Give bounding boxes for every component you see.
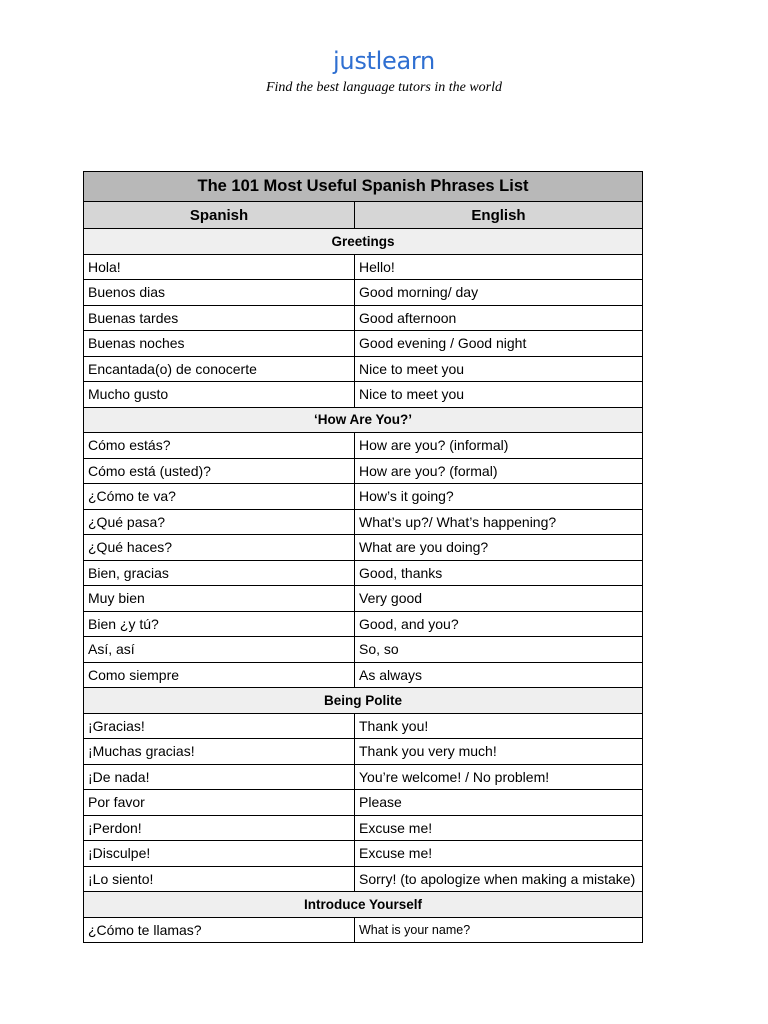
english-translation-cell: You’re welcome! / No problem! xyxy=(355,764,643,790)
table-row xyxy=(84,382,643,408)
table-row xyxy=(84,356,643,382)
spanish-phrase-cell: Bien ¿y tú? xyxy=(84,611,355,637)
table-row xyxy=(84,331,643,357)
english-translation-cell: Good morning/ day xyxy=(355,280,643,306)
table-row xyxy=(84,662,643,688)
table-row xyxy=(84,484,643,510)
english-translation-cell: Excuse me! xyxy=(355,815,643,841)
english-translation-cell: How are you? (formal) xyxy=(355,458,643,484)
section-heading: Being Polite xyxy=(84,688,643,714)
table-row xyxy=(84,764,643,790)
spanish-phrase-cell: Bien, gracias xyxy=(84,560,355,586)
english-translation-cell: Excuse me! xyxy=(355,841,643,867)
english-translation-cell: What are you doing? xyxy=(355,535,643,561)
spanish-phrase-cell: Mucho gusto xyxy=(84,382,355,408)
english-translation-cell: Good afternoon xyxy=(355,305,643,331)
table-row xyxy=(84,280,643,306)
section-heading-row xyxy=(84,688,643,714)
spanish-phrase-cell: Hola! xyxy=(84,254,355,280)
english-translation-cell: Sorry! (to apologize when making a mistake) xyxy=(355,866,643,892)
spanish-phrase-cell: Muy bien xyxy=(84,586,355,612)
spanish-phrase-cell: Buenas noches xyxy=(84,331,355,357)
brand-logo: justlearn xyxy=(333,47,435,75)
phrases-table xyxy=(83,171,643,943)
table-row xyxy=(84,866,643,892)
table-row xyxy=(84,611,643,637)
spanish-phrase-cell: Por favor xyxy=(84,790,355,816)
table-row xyxy=(84,509,643,535)
english-translation-cell: How’s it going? xyxy=(355,484,643,510)
spanish-phrase-cell: Buenos dias xyxy=(84,280,355,306)
spanish-phrase-cell: ¡Muchas gracias! xyxy=(84,739,355,765)
english-translation-cell: What is your name? xyxy=(355,917,643,943)
table-row xyxy=(84,433,643,459)
table-column-headers xyxy=(84,202,643,229)
table-row xyxy=(84,254,643,280)
spanish-phrase-cell: ¡Lo siento! xyxy=(84,866,355,892)
table-row xyxy=(84,535,643,561)
column-header-spanish: Spanish xyxy=(84,202,355,229)
section-heading: ‘How Are You?’ xyxy=(84,407,643,433)
spanish-phrase-cell: ¡Gracias! xyxy=(84,713,355,739)
english-translation-cell: Very good xyxy=(355,586,643,612)
english-translation-cell: Nice to meet you xyxy=(355,356,643,382)
english-translation-cell: Good, and you? xyxy=(355,611,643,637)
table-row xyxy=(84,713,643,739)
english-translation-cell: Thank you! xyxy=(355,713,643,739)
spanish-phrase-cell: ¿Cómo te llamas? xyxy=(84,917,355,943)
column-header-english: English xyxy=(355,202,643,229)
section-heading-row xyxy=(84,892,643,918)
spanish-phrase-cell: Encantada(o) de conocerte xyxy=(84,356,355,382)
table-title-row xyxy=(84,172,643,202)
section-heading-row xyxy=(84,229,643,255)
spanish-phrase-cell: ¡De nada! xyxy=(84,764,355,790)
table-row xyxy=(84,917,643,943)
table-title: The 101 Most Useful Spanish Phrases List xyxy=(84,172,643,202)
brand-tagline: Find the best language tutors in the world xyxy=(265,80,503,95)
english-translation-cell: Hello! xyxy=(355,254,643,280)
table-body xyxy=(84,229,643,943)
spanish-phrase-cell: ¿Qué haces? xyxy=(84,535,355,561)
english-translation-cell: Thank you very much! xyxy=(355,739,643,765)
table-row xyxy=(84,739,643,765)
table-row xyxy=(84,815,643,841)
spanish-phrase-cell: ¿Qué pasa? xyxy=(84,509,355,535)
section-heading: Greetings xyxy=(84,229,643,255)
english-translation-cell: Good evening / Good night xyxy=(355,331,643,357)
section-heading: Introduce Yourself xyxy=(84,892,643,918)
english-translation-cell: How are you? (informal) xyxy=(355,433,643,459)
english-translation-cell: As always xyxy=(355,662,643,688)
table-row xyxy=(84,560,643,586)
table-row xyxy=(84,841,643,867)
english-translation-cell: Nice to meet you xyxy=(355,382,643,408)
english-translation-cell: Please xyxy=(355,790,643,816)
english-translation-cell: So, so xyxy=(355,637,643,663)
spanish-phrase-cell: ¡Disculpe! xyxy=(84,841,355,867)
table-row xyxy=(84,458,643,484)
table-row xyxy=(84,637,643,663)
table-row xyxy=(84,586,643,612)
table-row xyxy=(84,790,643,816)
spanish-phrase-cell: Buenas tardes xyxy=(84,305,355,331)
spanish-phrase-cell: Cómo estás? xyxy=(84,433,355,459)
english-translation-cell: Good, thanks xyxy=(355,560,643,586)
spanish-phrase-cell: Cómo está (usted)? xyxy=(84,458,355,484)
spanish-phrase-cell: Así, así xyxy=(84,637,355,663)
spanish-phrase-cell: ¡Perdon! xyxy=(84,815,355,841)
table-row xyxy=(84,305,643,331)
spanish-phrase-cell: ¿Cómo te va? xyxy=(84,484,355,510)
section-heading-row xyxy=(84,407,643,433)
english-translation-cell: What’s up?/ What’s happening? xyxy=(355,509,643,535)
spanish-phrase-cell: Como siempre xyxy=(84,662,355,688)
